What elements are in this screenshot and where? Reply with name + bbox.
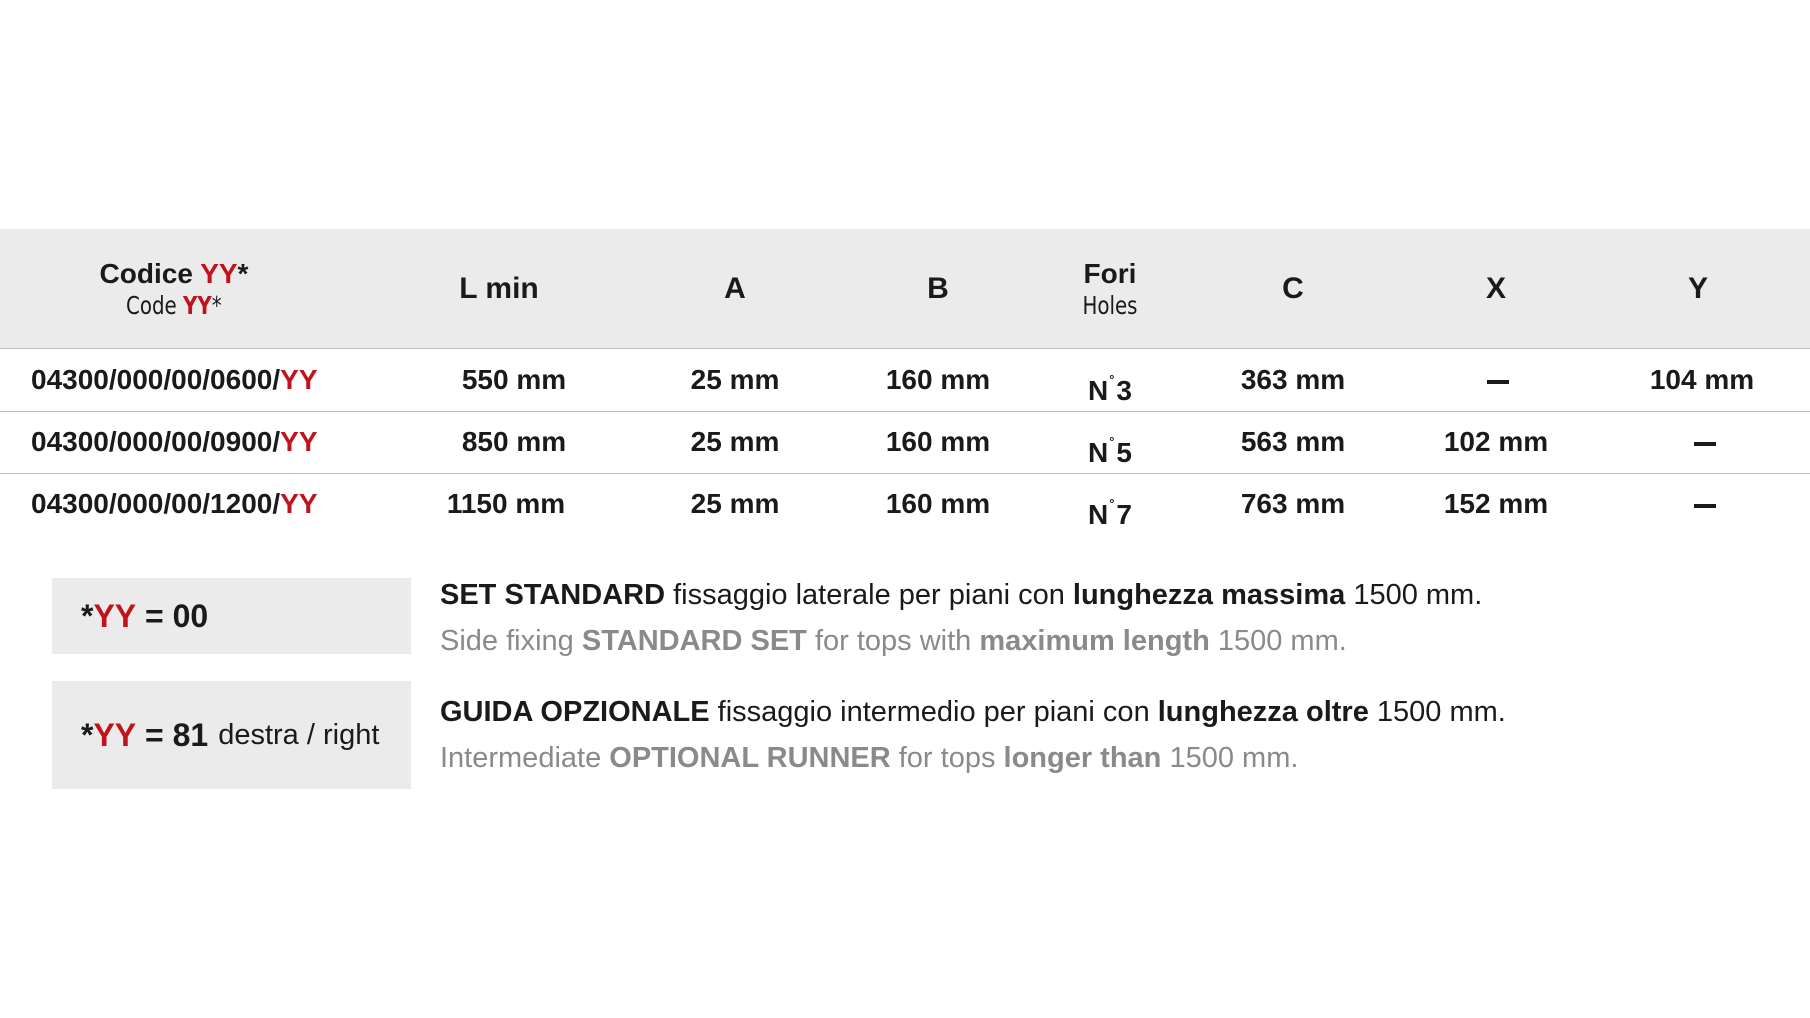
note-en-bold-2: OPTIONAL RUNNER: [609, 742, 891, 774]
dash-icon: [1694, 442, 1716, 446]
note-box-value: = 00: [136, 597, 209, 634]
note-en-text-3: for tops: [890, 742, 1004, 774]
header-code-en-suffix: YY: [183, 290, 212, 320]
row-lmin: 550 mm: [461, 364, 567, 395]
note-box-star: *: [81, 597, 94, 634]
row-x: [1487, 349, 1509, 411]
header-c: [1282, 229, 1304, 348]
note-box-yy: YY: [93, 597, 137, 634]
row-code-suffix: YY: [280, 488, 318, 519]
header-code-suffix: YY: [200, 257, 238, 289]
note-text-standard: [440, 575, 1482, 661]
note-it-text-2: fissaggio laterale per piani con: [665, 579, 1073, 611]
header-code: [100, 229, 249, 348]
row-holes-deg: °: [1109, 434, 1115, 449]
header-a-label: A: [724, 271, 746, 305]
row-code: [31, 473, 318, 535]
header-y-label: Y: [1687, 271, 1709, 305]
row-holes: [1088, 349, 1132, 411]
row-x: 152 mm: [1443, 488, 1549, 519]
header-x-label: X: [1485, 271, 1507, 305]
row-holes-n: N: [1087, 375, 1109, 406]
note-it-bold-1: GUIDA OPZIONALE: [440, 696, 710, 728]
row-holes-count: 7: [1116, 499, 1133, 530]
header-lmin-label: L min: [459, 271, 539, 305]
header-a: [724, 229, 746, 348]
header-holes: [1079, 229, 1142, 348]
row-c: 563 mm: [1240, 426, 1346, 457]
row-c: 763 mm: [1240, 488, 1346, 519]
row-holes-deg: °: [1109, 496, 1115, 511]
header-x: [1486, 229, 1506, 348]
table-row: [0, 411, 1810, 474]
row-b: 160 mm: [885, 364, 991, 395]
header-b: [927, 229, 949, 348]
header-code-star: *: [237, 257, 249, 289]
header-y: [1688, 229, 1708, 348]
note-box-yy: YY: [93, 716, 137, 753]
header-c-label: C: [1282, 271, 1304, 305]
row-a: 25 mm: [690, 488, 780, 519]
note-it-text-4: 1500 mm.: [1368, 696, 1506, 728]
note-text-it: [440, 692, 1506, 732]
note-it-bold-3: lunghezza oltre: [1157, 696, 1369, 728]
note-en-text-3: for tops with: [806, 625, 980, 657]
row-holes-deg: °: [1109, 372, 1115, 387]
row-holes: [1088, 411, 1132, 473]
row-holes-n: N: [1087, 499, 1109, 530]
note-box-standard: [52, 578, 411, 654]
note-en-text-5: 1500 mm.: [1161, 742, 1299, 774]
row-holes: [1088, 473, 1132, 535]
row-y: 104 mm: [1649, 364, 1755, 395]
row-holes-n: N: [1087, 437, 1109, 468]
note-it-bold-1: SET STANDARD: [440, 579, 666, 611]
row-code-suffix: YY: [280, 426, 318, 457]
table-row: [0, 349, 1810, 412]
header-b-label: B: [927, 271, 949, 305]
note-text-it: [440, 575, 1482, 615]
note-box-optional: [52, 681, 411, 789]
note-box-value: = 81: [136, 716, 209, 753]
note-box-side: destra / right: [218, 718, 380, 751]
note-en-bold-4: maximum length: [979, 625, 1210, 657]
row-b: 160 mm: [885, 488, 991, 519]
header-holes-en: Holes: [1082, 290, 1138, 320]
row-code: [31, 411, 318, 473]
header-lmin: [459, 229, 538, 348]
row-code-base: 04300/000/00/0600/: [31, 364, 281, 395]
note-text-en: [440, 621, 1482, 661]
row-holes-count: 5: [1116, 437, 1133, 468]
note-text-optional: [440, 692, 1506, 778]
row-c: 363 mm: [1240, 364, 1346, 395]
table-header-band: [0, 229, 1810, 349]
note-en-bold-4: longer than: [1003, 742, 1162, 774]
note-box-star: *: [81, 716, 94, 753]
row-lmin: 850 mm: [461, 426, 567, 457]
row-y: [1694, 411, 1716, 473]
note-it-bold-3: lunghezza massima: [1072, 579, 1346, 611]
note-it-text-2: fissaggio intermedio per piani con: [709, 696, 1158, 728]
dash-icon: [1694, 504, 1716, 508]
header-code-en: Code: [126, 290, 177, 320]
row-holes-count: 3: [1116, 375, 1133, 406]
row-lmin: 1150 mm: [446, 488, 566, 519]
note-en-bold-2: STANDARD SET: [581, 625, 807, 657]
dash-icon: [1487, 380, 1509, 384]
row-code-base: 04300/000/00/1200/: [31, 488, 281, 519]
note-en-text-1: Side fixing: [440, 625, 582, 657]
note-it-text-4: 1500 mm.: [1345, 579, 1483, 611]
table-row: [0, 473, 1810, 535]
row-code-base: 04300/000/00/0900/: [31, 426, 281, 457]
header-code-en-star: *: [211, 290, 222, 320]
header-holes-it: Fori: [1083, 257, 1137, 289]
row-code-suffix: YY: [280, 364, 318, 395]
header-code-it: Codice: [99, 257, 193, 289]
row-code: [31, 349, 318, 411]
row-b: 160 mm: [885, 426, 991, 457]
row-x: 102 mm: [1443, 426, 1549, 457]
note-en-text-1: Intermediate: [440, 742, 610, 774]
row-y: [1694, 473, 1716, 535]
row-a: 25 mm: [690, 426, 780, 457]
note-en-text-5: 1500 mm.: [1209, 625, 1347, 657]
row-a: 25 mm: [690, 364, 780, 395]
note-text-en: [440, 738, 1506, 778]
